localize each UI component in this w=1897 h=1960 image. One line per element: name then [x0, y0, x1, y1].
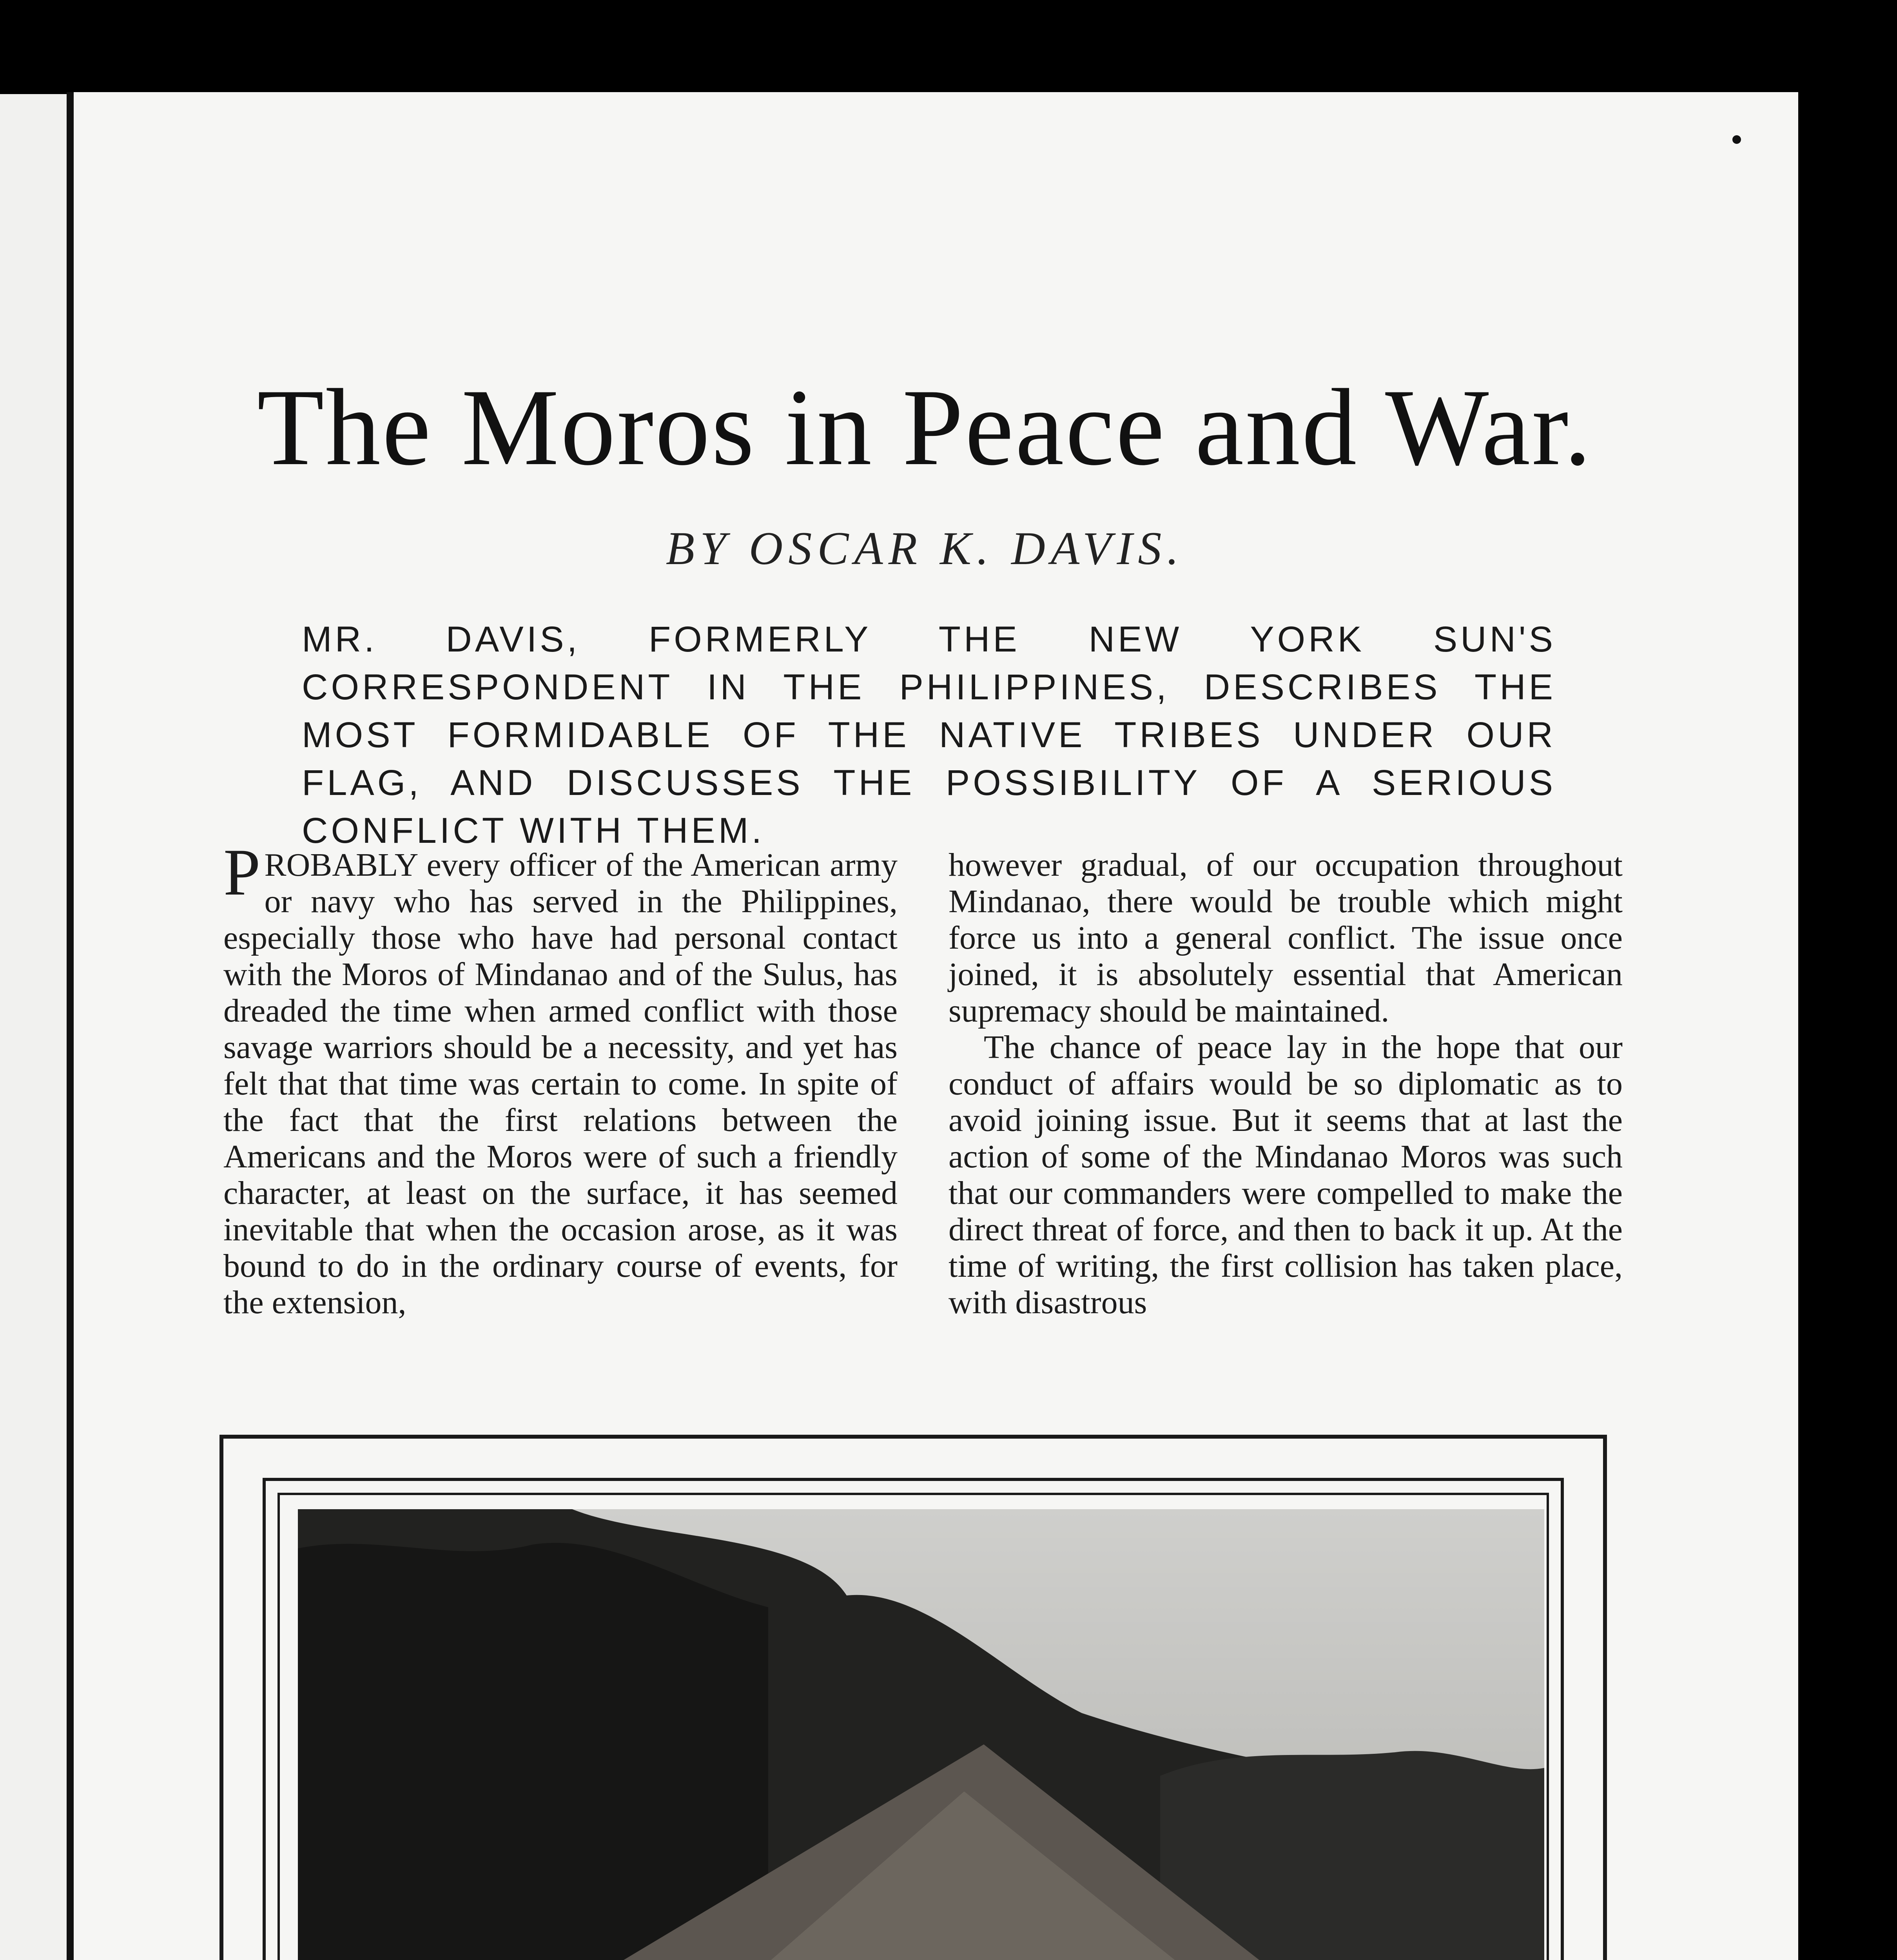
photo-illustration — [298, 1509, 1544, 1960]
paragraph: The chance of peace lay in the hope that our conduct of affairs would be so diplomatic as to avoid joining issue. But it seems that at last the action of some of the Mindanao Moros was such that our commanders were compelled to make the direct threat of force, and then to back it up. At the time of writing, the first collision has taken place, with disastrous — [948, 1029, 1623, 1321]
page-speck — [1732, 135, 1741, 144]
paragraph — [223, 835, 898, 1321]
previous-page-edge — [0, 94, 73, 1960]
paragraph-text: ROBABLY every officer of the American army or navy who has served in the Philippines, especially those who have had personal contact with the Moros of Mindanao and of the Sulus, has dreaded the time when armed conflict with those savage warriors should be a necessity, and yet has felt that that time was certain to come. In spite of the fact that the first relations between the Americans and the Moros were of such a friendly character, at least on the surface, it has seemed inevitable that when the occasion arose, as it was bound to do in the ordinary course of events, for the extension, — [223, 847, 898, 1321]
article-title: The Moros in Peace and War. — [257, 366, 1593, 488]
text-column-left — [223, 835, 898, 1321]
deck-text: MR. DAVIS, FORMERLY THE NEW YORK SUN'S CORRESPONDENT IN THE PHILIPPINES, DESCRIBES THE MOST FORMIDABLE OF THE NATIVE TRIBES UNDER OUR FLAG, AND DISCUSSES THE POSSIBILITY OF A SERIOUS CONFLICT WITH THEM. — [302, 619, 1556, 851]
native-house-photograph — [298, 1509, 1544, 1960]
article-byline: BY OSCAR K. DAVIS. — [666, 522, 1184, 574]
paragraph: however gradual, of our occupation throughout Mindanao, there would be trouble which might force us into a general conflict. The issue once joined, it is absolutely essential that American supremacy should be maintained. — [948, 847, 1623, 1029]
faint-running-header — [588, 129, 1293, 153]
drop-cap: P — [223, 835, 261, 909]
article-deck — [302, 615, 1556, 855]
text-column-right — [948, 847, 1623, 1321]
